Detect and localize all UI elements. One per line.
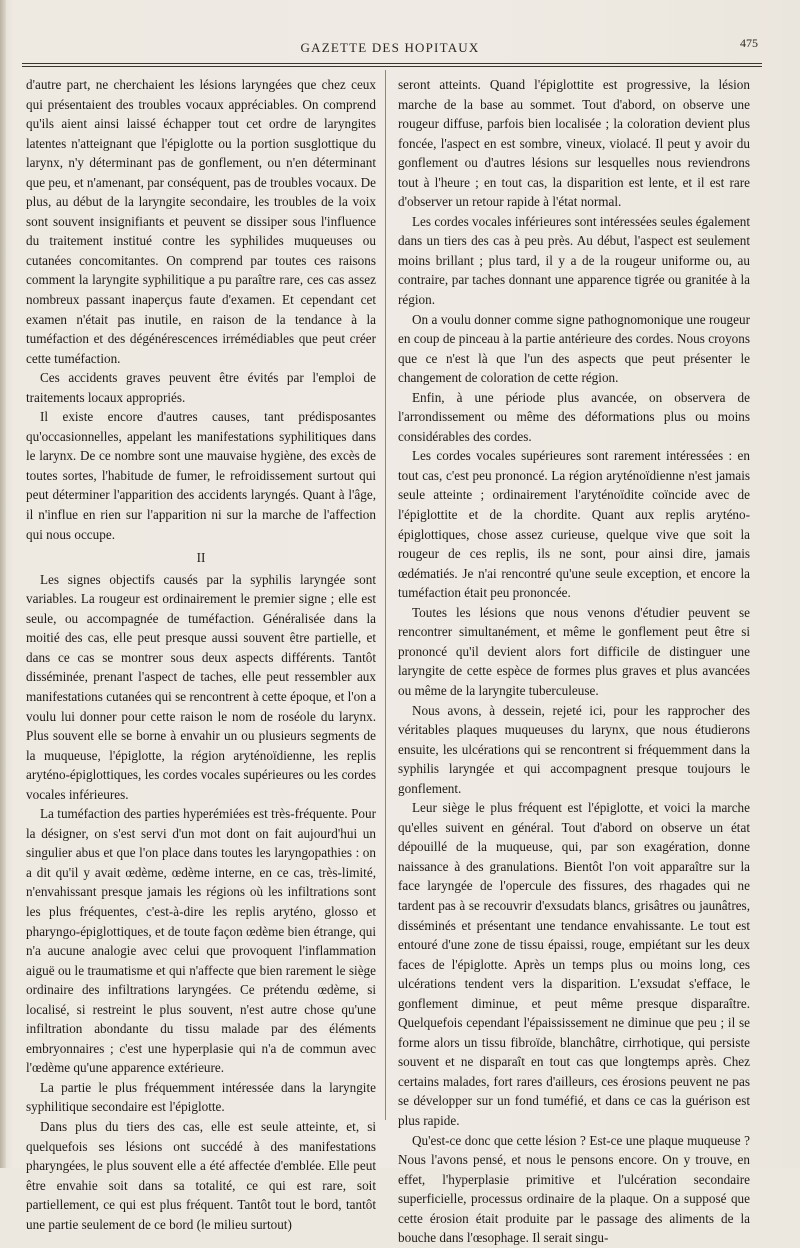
paragraph: Dans plus du tiers des cas, elle est seule atteinte, et, si quelquefois ses lésions ont succédé à des manifestations pharyngées, le plus souvent elle a été affectée d'emblée. Elle peut être envahie soit dans sa totalité, ce qui est rare, soit partiellement, ce qui est plus fréquent. Tantôt tout le bord, tantôt une partie seulement de ce bord (le milieu surtout) — [26, 1118, 376, 1232]
binding-edge — [0, 0, 6, 1168]
publication-title: GAZETTE DES HOPITAUX — [300, 40, 480, 55]
paragraph: Nous avons, à dessein, rejeté ici, pour les rapprocher des véritables plaques muqueuses du larynx, que nous étudierons ensuite, les ulcérations qui se rencontrent si fréquemment dans la syphilis laryngée et qui accompagnent presque toujours le gonflement. — [398, 702, 750, 796]
paragraph: La tuméfaction des parties hyperémiées est très-fréquente. Pour la désigner, on s'est servi d'un mot dont on fait aujourd'hui un singulier abus et que l'on place dans toutes les laryngopathies : on a dit qu'il y avait œdème, œdème interne, en ce cas, très-limité, n'envahissant presque jamais les régions où les infiltrations sont les plus fréquentes, c'est-à-dire les replis aryténo, glosso et pharyngo-épiglottiques, et de toute façon œdème bien étrange, qui n'a aucune analogie avec celui que provoquent l'inflammation aiguë ou le traumatisme et qui n'affecte que bien rarement le siège ordinaire des infiltrations laryngées. Ce prétendu œdème, si localisé, si restreint le plus souvent, n'est autre chose qu'une infiltration abondante du tissu malade par des éléments embryonnaires ; c'est une hyperplasie qui n'a de commun avec l'œdème qu'une apparence extérieure. — [26, 806, 376, 1076]
column-divider — [385, 70, 386, 1120]
paragraph: Les cordes vocales supérieures sont rarement intéressées : en tout cas, c'est peu prononcé. La région aryténoïdienne n'est jamais seule atteinte ; ordinairement l'aryténoïdite coïncide avec de l'épiglottite et de la chordite. Quant aux replis aryténo-épiglottiques, chose assez curieuse, quelque vive que soit la rougeur de ces replis, ils ne sont, pour ainsi dire, jamais œdématiés. Je n'ai rencontré qu'une seule exception, et encore la tuméfaction était peu prononcée. — [398, 448, 750, 601]
paragraph: Toutes les lésions que nous venons d'étudier peuvent se rencontrer simultanément, et même le gonflement peut être si prononcé qu'il devient alors fort difficile de distinguer une laryngite de cette espèce de formes plus graves et plus avancées ou même de la laryngite tuberculeuse. — [398, 604, 750, 698]
paragraph: Les signes objectifs causés par la syphilis laryngée sont variables. La rougeur est ordinairement le premier signe ; elle est seule, ou accompagnée de tuméfaction. Généralisée dans la moitié des cas, elle peut presque aussi souvent être partielle, et dans ce cas se montrer sous deux aspects différents. Tantôt disséminée, prenant l'aspect de taches, elle peut ressembler aux manifestations cutanées qui se rencontrent à cette époque, et l'on a voulu lui donner pour cette raison le nom de roséole du larynx. Plus souvent elle se borne à envahir un ou plusieurs segments de la muqueuse, l'épiglotte, la région aryténoïdienne, les replis aryténo-épiglottiques, les cordes vocales supérieures ou les cordes vocales inférieures. — [26, 571, 376, 802]
paragraph: Les cordes vocales inférieures sont intéressées seules également dans un tiers des cas à peu près. Au début, l'aspect est seulement moins brillant ; plus tard, il y a de la rougeur uniforme ou, au contraire, par taches donnant une apparence tigrée ou granitée à la région. — [398, 213, 750, 308]
paragraph: La partie le plus fréquemment intéressée dans la laryngite syphilitique secondaire est l'épiglotte. — [26, 1079, 376, 1115]
paragraph: On a voulu donner comme signe pathognomonique une rougeur en coup de pinceau à la partie antérieure des cordes. Nous croyons que ce n'est là que l'un des aspects que peut présenter le changement de coloration de cette région. — [398, 311, 750, 386]
header-rule — [22, 63, 762, 67]
paragraph: Ces accidents graves peuvent être évités par l'emploi de traitements locaux appropriés. — [26, 370, 376, 405]
left-column — [26, 75, 376, 1234]
paragraph: Il existe encore d'autres causes, tant prédisposantes qu'occasionnelles, appelant les manifestations syphilitiques dans le larynx. De ce nombre sont une mauvaise hygiène, des excès de toutes sortes, l'habitude de fumer, le refroidissement surtout qui peut déterminer l'apparition des accidents laryngés. Quant à l'âge, il n'influe en rien sur l'apparition ni sur la marche de l'affection qui nous occupe. — [26, 409, 376, 542]
page-number: 475 — [740, 36, 758, 50]
right-column — [398, 75, 750, 1248]
paragraph: Leur siège le plus fréquent est l'épiglotte, et voici la marche qu'elles suivent en général. Tout d'abord on observe un état dépouillé de la muqueuse, qui, par son exagération, donne naissance à des granulations. Bientôt l'on voit apparaître sur la face laryngée de l'opercule des fissures, des rhagades qui ne tardent pas à se recouvrir d'exsudats blancs, grisâtres ou jaunâtres, disséminés et présentant une tendance envahissante. Le tout est entouré d'une zone de tissu épaissi, rouge, empiétant sur les deux faces de l'épiglotte. Après un temps plus ou moins long, ces ulcérations tendent vers la disparition. L'exsudat s'efface, le gonflement diminue, et peut même presque disparaître. Quelquefois cependant l'épaississement ne diminue que peu ; il se forme alors un tissu fibroïde, blanchâtre, cirrhotique, qui persiste souvent et ne disparaît en tout cas que longtemps après. Chez certains malades, fort rares d'ailleurs, ces érosions peuvent ne pas se développer sur un fond tuméfié, et dans ce cas la guérison est plus rapide. — [398, 800, 750, 1128]
paragraph: Qu'est-ce donc que cette lésion ? Est-ce une plaque muqueuse ? Nous l'avons pensé, et nous le pensons encore. On y trouve, en effet, l'hyperplasie primitive et l'ulcération secondaire superficielle, processus ordinaire de la plaque. On a supposé que cette érosion était produite par le passage des aliments de la bouche dans l'œsophage. Il serait singu- — [398, 1132, 750, 1246]
paragraph: d'autre part, ne cherchaient les lésions laryngées que chez ceux qui présentaient des troubles vocaux appréciables. On comprend qu'ils aient ainsi laissé échapper tout cet ordre de laryngites latentes n'atteignant que l'épiglotte ou la portion susglottique du larynx, n'y déterminant pas de gonflement, ou n'en déterminant que peu, et n'amenant, par conséquent, pas de troubles vocaux. De plus, au début de la laryngite secondaire, les troubles de la voix sont souvent insignifiants et peuvent se dissiper sous l'influence du traitement institué contre les syphilides muqueuses ou cutanées concomitantes. On comprend par toutes ces raisons comment la laryngite syphilitique a pu paraître rare, ces cas assez nombreux passant inaperçus faute d'examen. Et cependant cet examen n'était pas inutile, en raison de la tendance à la tuméfaction et des dégénérescences irrémédiables que peut créer cette tuméfaction. — [26, 77, 376, 366]
paragraph: seront atteints. Quand l'épiglottite est progressive, la lésion marche de la base au sommet. Tout d'abord, on observe une rougeur diffuse, parfois bien localisée ; la coloration devient plus foncée, l'aspect en est sombre, vineux, violacé. Il peut y avoir du gonflement ou d'autres lésions sur lesquelles nous reviendrons tout à l'heure ; en tout cas, la disparition est lente, et il est rare d'observer un retour rapide à l'état normal. — [398, 77, 750, 210]
section-number: II — [196, 550, 206, 566]
running-head — [20, 36, 760, 60]
paragraph: Enfin, à une période plus avancée, on observera de l'arrondissement ou même des déformations plus ou moins considérables des cordes. — [398, 389, 750, 444]
